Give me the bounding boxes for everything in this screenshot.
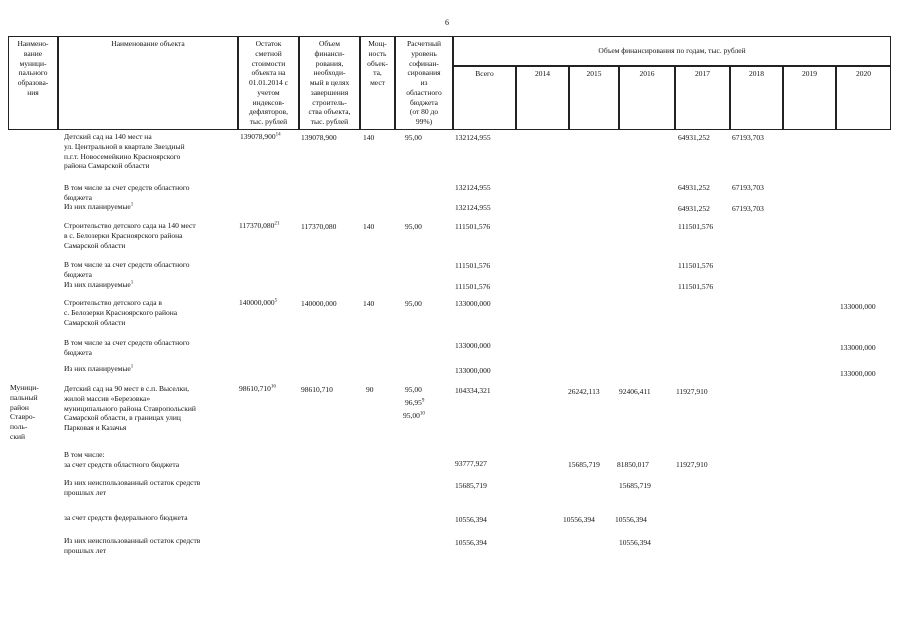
municipality-name: Муници- пальный район Ставро- поль- ский	[10, 383, 39, 441]
header-municipality: Наимено- вание муници- пального образова- ния	[8, 36, 58, 130]
capacity: 140	[363, 222, 375, 231]
value-2017: 111501,576	[678, 222, 714, 231]
object-name: В том числе за счет средств областного бюджета	[64, 260, 190, 279]
total: 10556,394	[455, 515, 487, 524]
cofinancing: 95,00	[405, 385, 422, 394]
header-remaining-cost: Остаток сметной стоимости объекта на 01.01.2014 с учетом индексов- дефляторов, тыс. рублей	[238, 36, 299, 130]
remaining-cost: 117370,080$^{21}$	[239, 221, 280, 230]
object-name: Из них планируемые$^1$	[64, 280, 134, 289]
value-2017: 64931,252	[678, 133, 710, 142]
value-2015: 26242,113	[568, 387, 600, 396]
value-2020: 133000,000	[840, 302, 876, 311]
value-2020: 133000,000	[840, 343, 876, 352]
total: 133000,000	[455, 341, 491, 350]
value-2016: 10556,394	[619, 538, 651, 547]
object-name: Строительство детского сада в с. Белозерки Красноярского района Самарской области	[64, 298, 178, 327]
total: 15685,719	[455, 481, 487, 490]
total: 93777,927	[455, 459, 487, 468]
remaining-cost: 98610,710$^{16}$	[239, 384, 276, 393]
table-header	[8, 36, 891, 130]
value-2018: 67193,703	[732, 133, 764, 142]
header-year: 2015	[569, 66, 619, 130]
cofinancing: 95,00	[405, 133, 422, 142]
header-financing-volume: Объем финанси- рования, необходи- мый в целях завершения строитель- ства объекта, тыс. рублей	[299, 36, 360, 130]
value-2018: 67193,703	[732, 204, 764, 213]
object-name: Из них неиспользованный остаток средств прошлых лет	[64, 536, 201, 555]
object-name: В том числе: за счет средств областного бюджета	[64, 450, 180, 469]
header-year: 2014	[516, 66, 569, 130]
value-2017: 64931,252	[678, 183, 710, 192]
total: 111501,576	[455, 282, 491, 291]
total: 132124,955	[455, 203, 491, 212]
object-name: В том числе за счет средств областного бюджета	[64, 338, 190, 357]
value-2016: 81850,017	[617, 460, 649, 469]
header-year: 2018	[730, 66, 783, 130]
page-number: 6	[445, 18, 449, 27]
value-2017: 11927,910	[676, 387, 708, 396]
value-2020: 133000,000	[840, 369, 876, 378]
total: 104334,321	[455, 386, 491, 395]
header-cofinancing: Расчетный уровень софинан- сирования из областного бюджета (от 80 до 99%)	[395, 36, 453, 130]
financing-volume: 98610,710	[301, 385, 333, 394]
value-2016: 10556,394	[615, 515, 647, 524]
total: 132124,955	[455, 133, 491, 142]
value-2016: 15685,719	[619, 481, 651, 490]
header-capacity: Мощ- ность объек- та, мест	[360, 36, 395, 130]
value-2015: 15685,719	[568, 460, 600, 469]
cofinancing: 96,95$^9$	[405, 398, 425, 407]
object-name: за счет средств федерального бюджета	[64, 513, 188, 522]
remaining-cost: 140000,000$^5$	[239, 298, 278, 307]
object-name: Из них неиспользованный остаток средств прошлых лет	[64, 478, 201, 497]
remaining-cost: 139078,900$^{14}$	[240, 132, 281, 141]
total: 111501,576	[455, 261, 491, 270]
total: 132124,955	[455, 183, 491, 192]
object-name: Из них планируемые$^1$	[64, 202, 134, 211]
cofinancing: 95,00$^{10}$	[403, 411, 425, 420]
value-2018: 67193,703	[732, 183, 764, 192]
financing-volume: 117370,080	[301, 222, 337, 231]
object-name: В том числе за счет средств областного бюджета	[64, 183, 190, 202]
capacity: 140	[363, 299, 375, 308]
object-name: Строительство детского сада на 140 мест в с. Белозерки Красноярского района Самарской области	[64, 221, 196, 250]
header-by-years: Объем финансирования по годам, тыс. рублей	[453, 36, 891, 66]
capacity: 90	[366, 385, 374, 394]
header-year: 2019	[783, 66, 836, 130]
value-2017: 64931,252	[678, 204, 710, 213]
header-year: 2016	[619, 66, 675, 130]
object-name: Детский сад на 90 мест в с.п. Выселки, жилой массив «Березовка» муниципального района Ставропольский Самарской области, в границах улиц Парковая и Казачья	[64, 384, 196, 432]
cofinancing: 95,00	[405, 299, 422, 308]
capacity: 140	[363, 133, 375, 142]
total: 133000,000	[455, 366, 491, 375]
value-2017: 11927,910	[676, 460, 708, 469]
financing-volume: 139078,900	[301, 133, 337, 142]
total: 111501,576	[455, 222, 491, 231]
cofinancing: 95,00	[405, 222, 422, 231]
header-object-name: Наименование объекта	[58, 36, 238, 130]
value-2017: 111501,576	[678, 261, 714, 270]
header-year: 2017	[675, 66, 730, 130]
total: 10556,394	[455, 538, 487, 547]
header-total: Всего	[453, 66, 516, 130]
header-year: 2020	[836, 66, 891, 130]
financing-volume: 140000,000	[301, 299, 337, 308]
value-2017: 111501,576	[678, 282, 714, 291]
value-2015: 10556,394	[563, 515, 595, 524]
total: 133000,000	[455, 299, 491, 308]
object-name: Детский сад на 140 мест на ул. Центральной в квартале Звездный п.г.т. Новосемейкино Красноярского района Самарской области	[64, 132, 185, 171]
object-name: Из них планируемые$^1$	[64, 364, 134, 373]
value-2016: 92406,411	[619, 387, 651, 396]
